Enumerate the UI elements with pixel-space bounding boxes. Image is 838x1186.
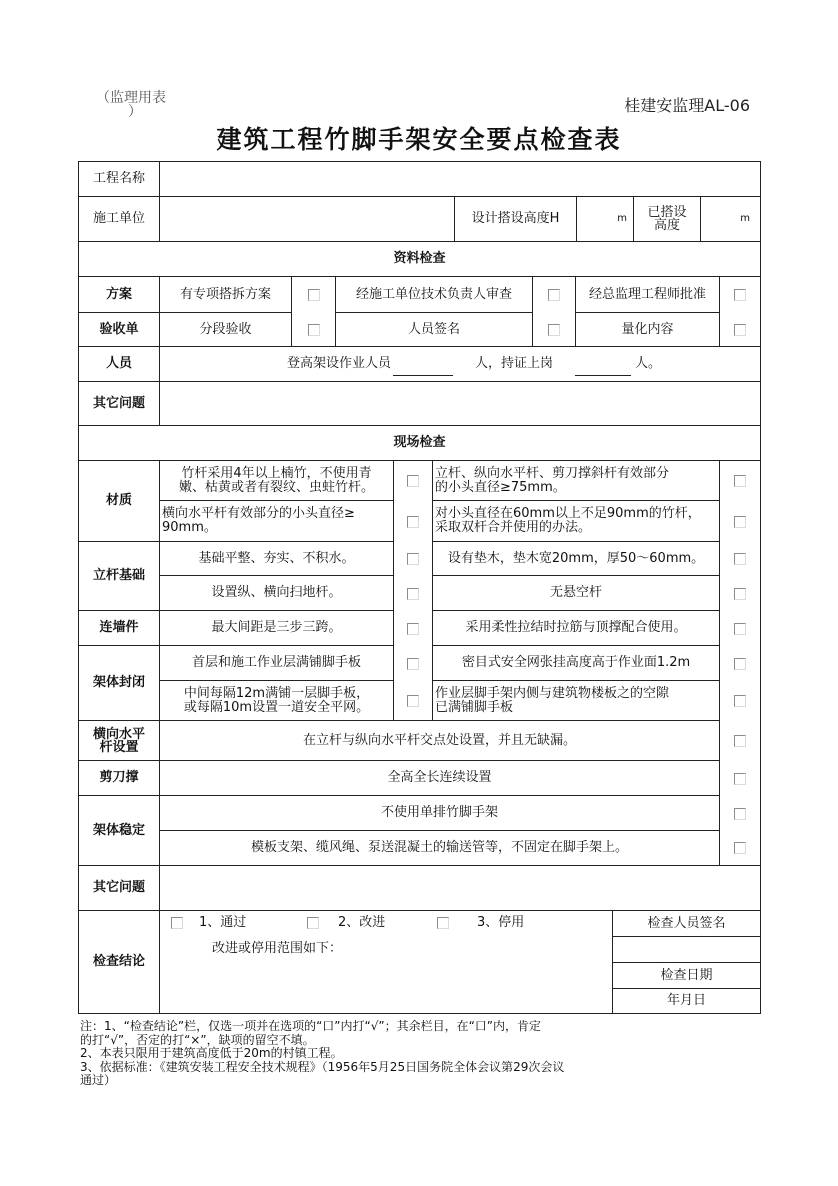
text-line: 横向水平杆有效部分的小头直径≥	[162, 506, 355, 521]
check-item-text: 分段验收	[160, 313, 292, 347]
checkbox-cell	[720, 681, 761, 721]
checkbox[interactable]	[734, 324, 746, 336]
text-line: 横向水平	[92, 726, 145, 742]
checkbox-cell	[394, 611, 433, 646]
row-label-wall-tie: 连墙件	[79, 611, 160, 646]
text-line: 90mm。	[162, 520, 217, 535]
checkbox[interactable]	[734, 516, 746, 528]
text-line: 竹杆采用4年以上楠竹，不使用青	[181, 465, 372, 481]
built-height-label-line: 高度	[653, 218, 680, 233]
check-item-text: 采用柔性拉结时拉筋与顶撑配合使用。	[433, 611, 720, 646]
check-item-text: 首层和施工作业层满铺脚手板	[160, 646, 394, 681]
row-label-material: 材质	[79, 461, 160, 542]
checkbox-cell	[394, 461, 433, 501]
built-height-field[interactable]	[701, 197, 761, 242]
checkbox[interactable]	[734, 475, 746, 487]
checkbox[interactable]	[407, 475, 419, 487]
check-item-text	[433, 681, 720, 721]
checkbox[interactable]	[407, 516, 419, 528]
text-line: 对小头直径在60mm以上不足90mm的竹杆，	[435, 506, 701, 521]
checkbox[interactable]	[734, 658, 746, 670]
check-item-text: 经施工单位技术负责人审查	[336, 277, 533, 313]
row-label-conclusion: 检查结论	[79, 911, 160, 1014]
row-label-other-issues-site: 其它问题	[79, 866, 160, 911]
contractor-label: 施工单位	[79, 197, 160, 242]
text-line: 作业层脚手架内侧与建筑物楼板之的空隙	[435, 685, 670, 701]
checkbox-cell	[394, 501, 433, 542]
check-item-text: 在立杆与纵向水平杆交点处设置，并且无缺漏。	[160, 721, 720, 761]
row-label-scheme: 方案	[79, 277, 160, 313]
other-issues-site-field[interactable]	[160, 866, 761, 911]
check-item-text: 设有垫木，垫木宽20mm，厚50～60mm。	[433, 542, 720, 576]
text-line: 已满铺脚手板	[435, 699, 514, 715]
checkbox[interactable]	[308, 324, 320, 336]
text-line: 立杆、纵向水平杆、剪刀撑斜杆有效部分	[435, 465, 670, 481]
checkbox[interactable]	[734, 695, 746, 707]
checkbox[interactable]	[734, 553, 746, 565]
form-type-label-close: ）	[128, 104, 142, 120]
checkbox-cell	[533, 277, 576, 313]
checkbox-cell	[720, 721, 761, 761]
row-label-stability: 架体稳定	[79, 796, 160, 866]
checkbox[interactable]	[407, 588, 419, 600]
checkbox-cell	[394, 681, 433, 721]
checkbox[interactable]	[548, 289, 560, 301]
conclusion-cell	[160, 911, 613, 1014]
scope-text: 改进或停用范围如下：	[212, 941, 343, 956]
built-height-label	[634, 197, 701, 242]
footnote-line: 2、本表只限用于建筑高度低于20m的村镇工程。	[80, 1046, 343, 1060]
text-line: 中间每隔12m满铺一层脚手板，	[183, 685, 370, 701]
footnote-line: 3、依据标准：《建筑安装工程安全技术规程》（1956年5月25日国务院全体会议第29次会议	[80, 1059, 565, 1074]
certified-count-underline	[575, 375, 631, 376]
footnote-line: 通过）	[80, 1073, 117, 1087]
check-item-text	[160, 501, 394, 542]
checkbox-cell	[720, 501, 761, 542]
text-line: 采取双杆合并使用的办法。	[435, 520, 592, 535]
built-height-label-line: 已搭设	[647, 205, 687, 220]
checkbox-cell	[394, 646, 433, 681]
row-label-enclosure: 架体封闭	[79, 646, 160, 721]
option-improve-label: 2、改进	[338, 915, 386, 930]
checkbox-cell	[720, 761, 761, 796]
checkbox-cell	[720, 461, 761, 501]
personnel-text: 人，持证上岗	[475, 356, 554, 371]
contractor-field[interactable]	[160, 197, 455, 242]
footnote-line: 注：1、“检查结论”栏，仅选一项并在选项的“口”内打“√”；其余栏目，在“口”内，肯定	[80, 1019, 542, 1033]
check-item-text: 经总监理工程师批准	[576, 277, 720, 313]
other-issues-field[interactable]	[160, 382, 761, 426]
inspector-signature-field[interactable]	[613, 937, 761, 963]
option-pass-label: 1、通过	[199, 915, 247, 930]
footnotes	[80, 1020, 564, 1088]
check-item-text: 有专项搭拆方案	[160, 277, 292, 313]
text-line: 或每隔10m设置一道安全平网。	[183, 699, 370, 715]
checkbox[interactable]	[734, 808, 746, 820]
check-item-text	[160, 461, 394, 501]
check-item-text: 量化内容	[576, 313, 720, 347]
option-stop-label: 3、停用	[477, 915, 525, 930]
inspection-date-label: 检查日期	[613, 963, 761, 989]
checkbox[interactable]	[734, 588, 746, 600]
checkbox[interactable]	[734, 735, 746, 747]
section-title-document-check: 资料检查	[79, 242, 761, 277]
checkbox-cell	[394, 542, 433, 576]
check-item-text	[433, 501, 720, 542]
checkbox[interactable]	[548, 324, 560, 336]
check-item-text: 最大间距是三步三跨。	[160, 611, 394, 646]
built-height-unit: m	[740, 213, 750, 224]
checkbox-pass[interactable]	[171, 917, 183, 929]
inspector-signature-label: 检查人员签名	[613, 911, 761, 937]
checkbox[interactable]	[734, 773, 746, 785]
check-item-text: 人员签名	[336, 313, 533, 347]
text-line: 嫩、枯黄或者有裂纹、虫蛀竹杆。	[178, 479, 374, 495]
section-title-site-check: 现场检查	[79, 426, 761, 461]
row-label-foundation: 立杆基础	[79, 542, 160, 611]
footnote-line: 的打“√”，否定的打“×”，缺项的留空不填。	[80, 1032, 315, 1047]
checkbox-cell	[720, 831, 761, 866]
checkbox-cell	[720, 646, 761, 681]
checkbox[interactable]	[407, 553, 419, 565]
row-label-personnel: 人员	[79, 347, 160, 382]
project-name-label: 工程名称	[79, 162, 160, 197]
checkbox[interactable]	[734, 289, 746, 301]
checkbox-cell	[720, 576, 761, 611]
check-item-text: 全高全长连续设置	[160, 761, 720, 796]
personnel-text: 人。	[635, 356, 662, 371]
row-label-other-issues: 其它问题	[79, 382, 160, 426]
worker-count-field[interactable]	[393, 357, 453, 375]
project-name-field[interactable]	[160, 162, 761, 197]
page-title: 建筑工程竹脚手架安全要点检查表	[216, 125, 622, 154]
certified-count-field[interactable]	[575, 357, 631, 375]
row-label-scissor-brace: 剪刀撑	[79, 761, 160, 796]
text-line: 杆设置	[99, 739, 139, 755]
form-code: 桂建安监理AL-06	[624, 96, 750, 115]
form-type-label: （监理用表	[96, 90, 166, 106]
checkbox-cell	[292, 313, 336, 347]
checkbox[interactable]	[407, 695, 419, 707]
checkbox-cell	[720, 313, 761, 347]
checkbox-cell	[720, 542, 761, 576]
row-label-transverse-bar	[79, 721, 160, 761]
checkbox[interactable]	[734, 842, 746, 854]
checkbox[interactable]	[407, 623, 419, 635]
check-item-text: 设置纵、横向扫地杆。	[160, 576, 394, 611]
check-item-text: 密目式安全网张挂高度高于作业面1.2m	[433, 646, 720, 681]
design-height-unit: m	[617, 213, 627, 224]
personnel-cell	[160, 347, 761, 382]
personnel-text: 登高架设作业人员	[287, 356, 392, 371]
checkbox[interactable]	[407, 658, 419, 670]
text-line: 的小头直径≥75mm。	[435, 479, 566, 495]
checkbox-cell	[720, 796, 761, 831]
checkbox-cell	[533, 313, 576, 347]
check-item-text: 模板支架、缆风绳、泵送混凝土的输送管等，不固定在脚手架上。	[160, 831, 720, 866]
design-height-label: 设计搭设高度H	[455, 197, 577, 242]
checkbox-cell	[292, 277, 336, 313]
design-height-field[interactable]	[577, 197, 634, 242]
row-label-acceptance: 验收单	[79, 313, 160, 347]
check-item-text	[160, 681, 394, 721]
worker-count-underline	[393, 375, 453, 376]
check-item-text	[433, 461, 720, 501]
check-item-text: 不使用单排竹脚手架	[160, 796, 720, 831]
checkbox[interactable]	[734, 623, 746, 635]
checkbox-stop[interactable]	[437, 917, 449, 929]
checkbox-cell	[394, 576, 433, 611]
check-item-text: 无悬空杆	[433, 576, 720, 611]
checkbox-cell	[720, 277, 761, 313]
checkbox[interactable]	[308, 289, 320, 301]
checkbox-improve[interactable]	[307, 917, 319, 929]
check-item-text: 基础平整、夯实、不积水。	[160, 542, 394, 576]
inspection-date-field[interactable]: 年月日	[613, 989, 761, 1014]
checkbox-cell	[720, 611, 761, 646]
